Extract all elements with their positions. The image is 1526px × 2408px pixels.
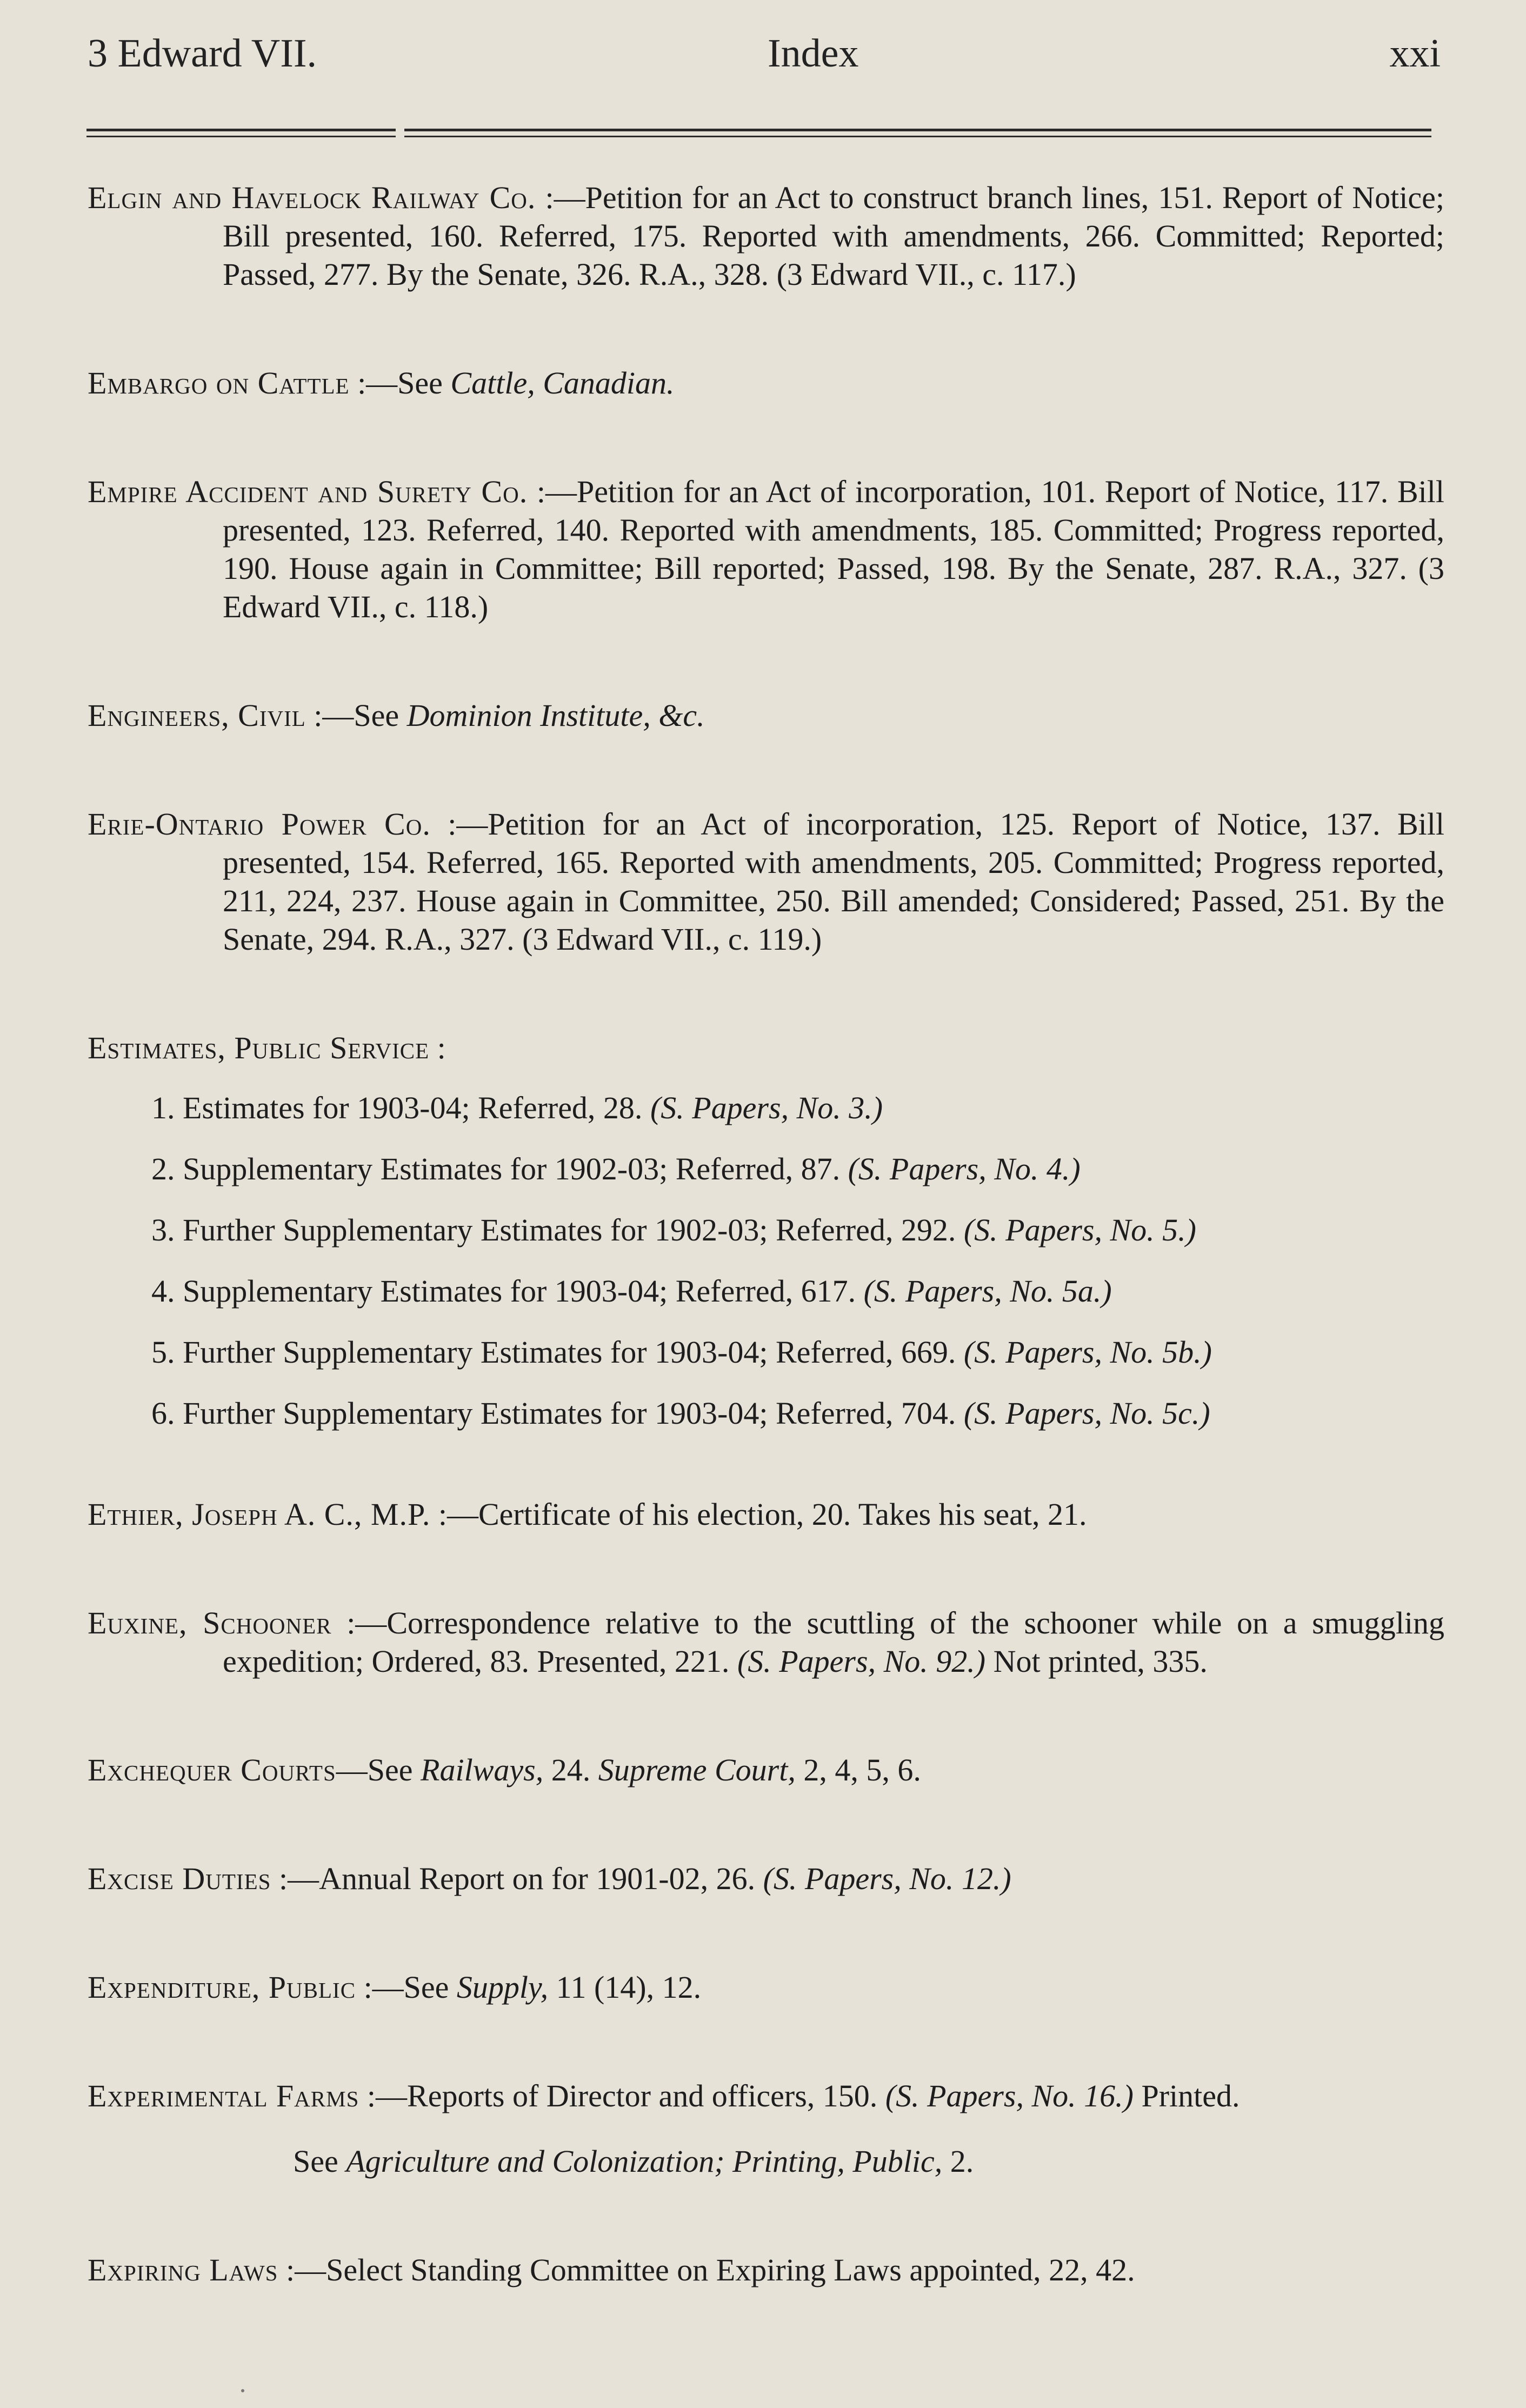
item-paper-reference: (S. Papers, No. 5c.) [963, 1396, 1210, 1431]
item-text: Supplementary Estimates for 1903-04; Referred, 617. [183, 1273, 856, 1309]
entry-separator: :—See [356, 1970, 457, 2005]
item-paper-reference: (S. Papers, No. 5a.) [863, 1273, 1112, 1309]
entry-separator: : [429, 1030, 446, 1065]
entry-heading: Expiring Laws [88, 2252, 278, 2287]
entry-separator: :—See [305, 698, 407, 733]
index-entry-euxine [88, 1604, 1444, 1680]
entry-heading: Empire Accident and Surety Co. [88, 474, 528, 509]
item-text: Supplementary Estimates for 1902-03; Referred, 87. [183, 1151, 841, 1186]
entry-text: 2, 4, 5, 6. [795, 1752, 921, 1787]
entry-heading: Embargo on Cattle [88, 365, 350, 401]
entry-tail: Printed. [1141, 2078, 1240, 2113]
entry-separator: —See [336, 1752, 421, 1787]
entry-heading: Erie-Ontario Power Co. [88, 806, 431, 842]
entry-separator: :— [536, 180, 585, 215]
index-body [88, 178, 1444, 2359]
index-entry-elgin [88, 178, 1444, 294]
index-entry-erie-ontario [88, 805, 1444, 958]
index-entry-empire [88, 472, 1444, 626]
item-number: 2. [151, 1151, 175, 1186]
entry-heading: Elgin and Havelock Railway Co. [88, 180, 536, 215]
item-number: 3. [151, 1212, 175, 1248]
entry-separator: :— [278, 2252, 326, 2287]
item-number: 4. [151, 1273, 175, 1309]
entry-cross-reference: Agriculture and Colonization; Printing, Public, [346, 2144, 943, 2179]
entry-paper-reference: (S. Papers, No. 16.) [885, 2078, 1134, 2113]
entry-heading: Experimental Farms [88, 2078, 359, 2113]
item-number: 6. [151, 1396, 175, 1431]
entry-paper-reference: (S. Papers, No. 92.) [737, 1644, 986, 1679]
item-paper-reference: (S. Papers, No. 4.) [848, 1151, 1081, 1186]
entry-separator: :— [528, 474, 577, 509]
entry-text: Petition for an Act of incorporation, 101. Report of Notice, 117. Bill presented, 123. Referred, 140. Reported with amendments, 185. Committed; Progress reported, 190. House again in Committee; Bill reported; Passed, 198. By the Senate, 287. R.A., 327. (3 Edward VII., c. 118.) [223, 474, 1444, 624]
entry-separator: :— [271, 1861, 319, 1896]
entry-heading: Exchequer Courts [88, 1752, 336, 1787]
index-entry-expenditure [88, 1968, 1444, 2006]
entry-separator: :— [359, 2078, 408, 2113]
entry-cross-reference: Cattle, Canadian. [450, 365, 675, 401]
entry-text: Petition for an Act of incorporation, 125. Report of Notice, 137. Bill presented, 154. Referred, 165. Reported with amendments, 205. Committed; Progress reported, 211, 224, 237. House again in Committee, 250. Bill amended; Considered; Passed, 251. By the Senate, 294. R.A., 327. (3 Edward VII., c. 119.) [223, 806, 1444, 957]
list-item [88, 1333, 1444, 1371]
item-text: Further Supplementary Estimates for 1903-04; Referred, 704. [183, 1396, 956, 1431]
entry-text: 2. [942, 2144, 974, 2179]
item-paper-reference: (S. Papers, No. 3.) [650, 1090, 883, 1125]
list-item [88, 1089, 1444, 1127]
entry-cross-reference: Supply, [456, 1970, 549, 2005]
index-entry-expiring-laws [88, 2251, 1444, 2289]
entry-heading: Engineers, Civil [88, 698, 306, 733]
item-text: Estimates for 1903-04; Referred, 28. [183, 1090, 643, 1125]
see-label: See [293, 2144, 346, 2179]
entry-text: Certificate of his election, 20. Takes his seat, 21. [478, 1497, 1087, 1532]
header-rule-right [404, 129, 1431, 139]
running-header-title: Index [768, 31, 859, 76]
index-entry-excise [88, 1859, 1444, 1898]
list-item [88, 1394, 1444, 1432]
index-entry-exchequer [88, 1751, 1444, 1789]
item-paper-reference: (S. Papers, No. 5b.) [963, 1335, 1212, 1370]
index-entry-experimental-farms [88, 2077, 1444, 2115]
entry-heading: Euxine, Schooner [88, 1605, 332, 1640]
item-text: Further Supplementary Estimates for 1903-04; Referred, 669. [183, 1335, 956, 1370]
entry-separator: :— [331, 1605, 387, 1640]
entry-text: 11 (14), 12. [548, 1970, 702, 2005]
running-header-volume: 3 Edward VII. [88, 31, 317, 76]
entry-text: Reports of Director and officers, 150. [407, 2078, 878, 2113]
entry-text: Petition for an Act to construct branch lines, 151. Report of Notice; Bill presented, 160. Referred, 175. Reported with amendments, 266. Committed; Reported; Passed, 277. By the Senate, 326. R.A., 328. (3 Edward VII., c. 117.) [223, 180, 1444, 292]
item-number: 1. [151, 1090, 175, 1125]
index-entry-engineers [88, 696, 1444, 735]
entry-text: Select Standing Committee on Expiring Laws appointed, 22, 42. [326, 2252, 1135, 2287]
index-entry-ethier [88, 1495, 1444, 1533]
list-item [88, 1150, 1444, 1188]
entry-heading: Expenditure, Public [88, 1970, 356, 2005]
entry-separator: :—See [349, 365, 451, 401]
list-item [88, 1211, 1444, 1249]
entry-text: Annual Report on for 1901-02, 26. [319, 1861, 756, 1896]
estimates-list [88, 1089, 1444, 1432]
entry-heading: Excise Duties [88, 1861, 271, 1896]
entry-text: Correspondence relative to the scuttling of the schooner while on a smuggling expedition; Ordered, 83. Presented, 221. [223, 1605, 1444, 1679]
entry-heading: Estimates, Public Service [88, 1030, 430, 1065]
entry-cross-reference: Railways, [421, 1752, 544, 1787]
entry-paper-reference: (S. Papers, No. 12.) [763, 1861, 1011, 1896]
index-entry-estimates [88, 1029, 1444, 1067]
page-number: xxi [1389, 31, 1441, 76]
entry-tail: Not printed, 335. [993, 1644, 1208, 1679]
experimental-farms-see-also [88, 2142, 1444, 2180]
entry-heading: Ethier, Joseph A. C., M.P. [88, 1497, 431, 1532]
item-number: 5. [151, 1335, 175, 1370]
entry-cross-reference: Dominion Institute, &c. [407, 698, 705, 733]
item-paper-reference: (S. Papers, No. 5.) [963, 1212, 1196, 1248]
list-item [88, 1272, 1444, 1310]
index-entry-embargo [88, 364, 1444, 402]
item-text: Further Supplementary Estimates for 1902-03; Referred, 292. [183, 1212, 956, 1248]
header-rule-left [86, 129, 396, 139]
entry-separator: :— [430, 1497, 478, 1532]
entry-cross-reference: Supreme Court, [598, 1752, 796, 1787]
page-speck [241, 2389, 244, 2392]
entry-text: 24. [543, 1752, 598, 1787]
entry-separator: :— [430, 806, 488, 842]
